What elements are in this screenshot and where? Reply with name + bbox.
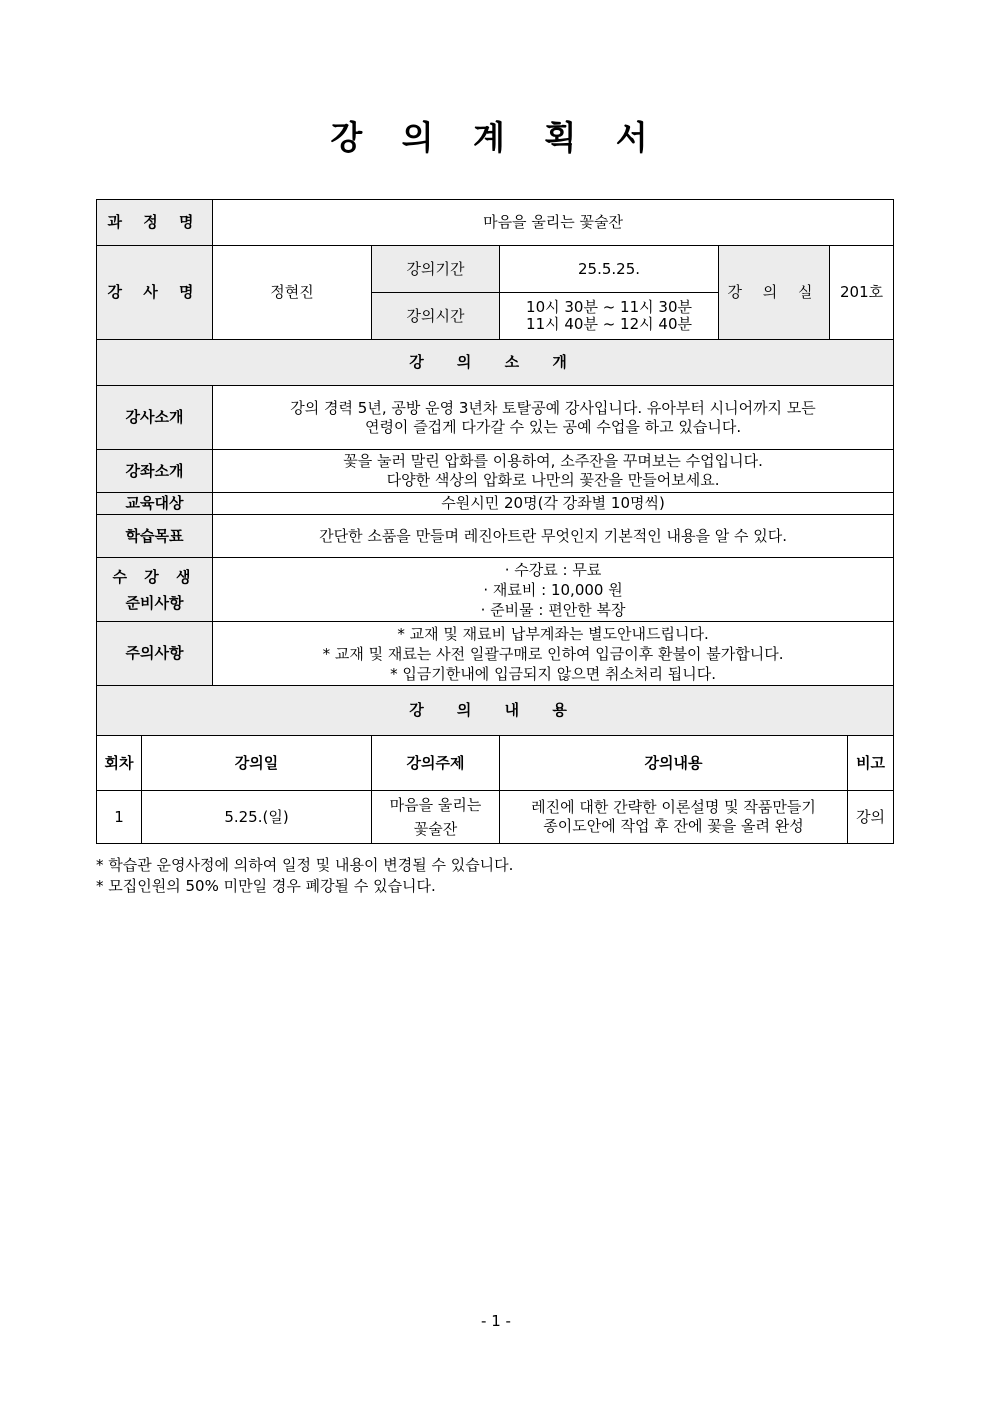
instructor-name: 정현진: [213, 246, 372, 340]
instructor-intro-line-1: 강의 경력 5년, 공방 운영 3년차 토탈공예 강사입니다. 유아부터 시니어까지 모든: [290, 398, 816, 417]
course-intro-line-1: 꽃을 눌러 말린 압화를 이용하여, 소주잔을 꾸며보는 수업입니다.: [343, 452, 763, 470]
period-value: 25.5.25.: [500, 246, 719, 293]
col-header-content: 강의내용: [500, 736, 848, 791]
footnote: * 학습관 운영사정에 의하여 일정 및 내용이 변경될 수 있습니다.: [96, 856, 514, 874]
instructor-intro-text: [213, 386, 894, 450]
footnotes: [96, 855, 513, 897]
footnote: * 모집인원의 50% 미만일 경우 폐강될 수 있습니다.: [96, 877, 436, 895]
document-title: 강 의 계 획 서: [330, 118, 662, 157]
goal-value: 간단한 소품을 만들며 레진아트란 무엇인지 기본적인 내용을 알 수 있다.: [213, 515, 894, 558]
prep-list: [213, 558, 894, 622]
row-content-line-1: 레진에 대한 간략한 이론설명 및 작품만들기: [531, 798, 816, 816]
prep-label-line-2: 준비사항: [125, 593, 184, 612]
caution-item: * 입금기한내에 입금되지 않으면 취소처리 됩니다.: [390, 664, 717, 683]
col-header-no: 회차: [97, 736, 142, 791]
instructor-label: 강 사 명: [97, 246, 213, 340]
row-date: 5.25.(일): [142, 791, 372, 844]
col-header-date: 강의일: [142, 736, 372, 791]
prep-item-fee: · 수강료 : 무료: [504, 560, 602, 579]
goal-label: 학습목표: [97, 515, 213, 558]
prep-item-material: · 재료비 : 10,000 원: [483, 580, 623, 599]
time-line-2: 11시 40분 ~ 12시 40분: [526, 315, 692, 333]
row-topic: [372, 791, 500, 844]
lecture-plan-table: [96, 199, 894, 844]
room-label: 강 의 실: [719, 246, 830, 340]
row-topic-line-2: 꽃술잔: [413, 820, 458, 838]
row-note: 강의: [848, 791, 894, 844]
row-content-line-2: 종이도안에 작업 후 잔에 꽃을 올려 완성: [543, 817, 804, 835]
table-row: [97, 791, 894, 844]
target-value: 수원시민 20명(각 강좌별 10명씩): [213, 493, 894, 515]
content-section-header: 강 의 내 용: [97, 686, 894, 736]
caution-label: 주의사항: [97, 622, 213, 686]
prep-item-supplies: · 준비물 : 편안한 복장: [480, 600, 626, 619]
instructor-intro-line-2: 연령이 즐겁게 다가갈 수 있는 공예 수업을 하고 있습니다.: [364, 417, 742, 436]
instructor-intro-label: 강사소개: [97, 386, 213, 450]
caution-list: [213, 622, 894, 686]
course-intro-text: [213, 450, 894, 493]
prep-label-line-1: 수 강 생: [112, 567, 197, 586]
course-value: 마음을 울리는 꽃술잔: [213, 200, 894, 246]
time-line-1: 10시 30분 ~ 11시 30분: [526, 298, 692, 316]
time-value: [500, 293, 719, 340]
row-content: [500, 791, 848, 844]
row-topic-line-1: 마음을 울리는: [389, 796, 482, 814]
course-label: 과 정 명: [97, 200, 213, 246]
intro-section-header: 강 의 소 개: [97, 340, 894, 386]
prep-label: [97, 558, 213, 622]
period-label: 강의기간: [372, 246, 500, 293]
caution-item: * 교재 및 재료비 납부계좌는 별도안내드립니다.: [397, 624, 709, 643]
course-intro-label: 강좌소개: [97, 450, 213, 493]
room-value: 201호: [830, 246, 894, 340]
time-label: 강의시간: [372, 293, 500, 340]
caution-item: * 교재 및 재료는 사전 일괄구매로 인하여 입금이후 환불이 불가합니다.: [322, 644, 784, 663]
row-no: 1: [97, 791, 142, 844]
target-label: 교육대상: [97, 493, 213, 515]
col-header-topic: 강의주제: [372, 736, 500, 791]
page-number: - 1 -: [481, 1312, 511, 1330]
col-header-note: 비고: [848, 736, 894, 791]
course-intro-line-2: 다양한 색상의 압화로 나만의 꽃잔을 만들어보세요.: [386, 471, 720, 489]
